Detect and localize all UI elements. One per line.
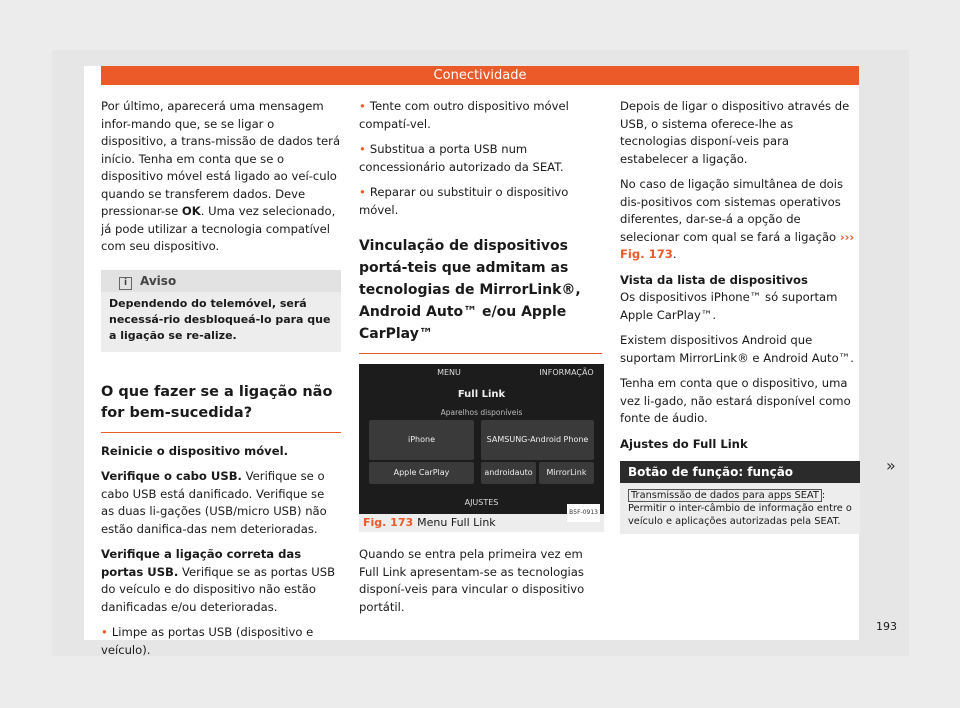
text: Verifique se o cabo USB está danificado. Verifique se as duas li-gações (USB/micro USB) não estão danifica-das nem deterioradas. [101, 469, 327, 536]
android-auto-button[interactable]: androidauto [481, 462, 536, 484]
step [101, 468, 341, 538]
ok-label: OK [181, 204, 201, 218]
paragraph: Existem dispositivos Android que suportam MirrorLink® e Android Auto™. [620, 333, 854, 365]
paragraph: Os dispositivos iPhone™ só suportam Apple CarPlay™. [620, 290, 838, 322]
bullet-item: • Limpe as portas USB (dispositivo e veículo). [101, 624, 341, 659]
iphone-button[interactable]: iPhone [369, 420, 474, 460]
info-tab: INFORMAÇÃO [539, 368, 594, 377]
text: Verifique se as portas USB do veículo e do dispositivo não estão danificadas e/ou deterioradas. [101, 564, 336, 614]
screen-title: Full Link [457, 389, 506, 400]
screen-subtitle: Aparelhos disponíveis [440, 408, 523, 417]
info-icon: i [119, 277, 132, 290]
section-header: Conectividade [101, 66, 859, 85]
figure [359, 364, 604, 532]
figure-reference: ››› Fig. 173 [620, 229, 855, 261]
paragraph: No caso de ligação simultânea de dois dis-positivos com sistemas operativos diferentes, dar-se-á a opção de selecionar com qual se fará a ligação ››› Fig. 173. [620, 177, 855, 261]
bullet-item: • Reparar ou substituir o dispositivo móvel. [359, 184, 602, 219]
function-button-label: Transmissão de dados para apps SEAT [628, 489, 822, 502]
text: . Uma vez selecionado, já pode utilizar a tecnologia compatível com seu dispositivo. [101, 204, 336, 253]
table-row [620, 483, 860, 534]
table-header: Botão de função: função [620, 461, 860, 483]
bullet-item: • Tente com outro dispositivo móvel compatí-vel. [359, 98, 602, 133]
figure-code: B5F-0913 [567, 504, 600, 522]
ajustes-tab[interactable]: AJUSTES [464, 498, 499, 507]
text: : Permitir o inter-câmbio de informação entre o veículo e aplicações autorizadas pela SEAT. [628, 490, 852, 527]
figure-number: Fig. 173 [363, 516, 414, 529]
note-body: Dependendo do telemóvel, será necessá-rio desbloqueá-lo para que a ligação se re-alize. [109, 296, 331, 342]
page-number: 193 [876, 620, 897, 633]
step [101, 546, 341, 616]
mirrorlink-button[interactable]: MirrorLink [539, 462, 594, 484]
text: No caso de ligação simultânea de dois dis-positivos com sistemas operativos diferentes, dar-se-á a opção de selecionar com qual se fará a ligação [620, 177, 844, 244]
subheading: Vista da lista de dispositivos [620, 272, 808, 287]
column-3 [620, 98, 860, 534]
subheading: Ajustes do Full Link [620, 436, 748, 451]
section-heading: Vinculação de dispositivos portá-teis que admitam as tecnologias de MirrorLink®, Android Auto™ e/ou Apple CarPlay™ [359, 235, 602, 354]
function-table [620, 461, 860, 534]
note-header [101, 270, 341, 292]
column-2 [359, 98, 602, 624]
caption-text: Menu Full Link [417, 516, 496, 529]
continue-marker: » [886, 456, 896, 475]
section-heading: O que fazer se a ligação não for bem-sucedida? [101, 382, 341, 433]
note-box [101, 270, 341, 352]
step-title: Verifique a ligação correta das portas USB. [101, 547, 302, 579]
step: Reinicie o dispositivo móvel. [101, 443, 288, 458]
paragraph [101, 98, 341, 256]
menu-tab: MENU [437, 368, 461, 377]
paragraph: Depois de ligar o dispositivo através de USB, o sistema oferece-lhe as tecnologias disponí-veis para estabelecer a ligação. [620, 99, 850, 166]
step-title: Verifique o cabo USB. [101, 469, 242, 483]
text: Por último, aparecerá uma mensagem infor-mando que, se se ligar o dispositivo, a trans-missão de dados terá início. Tenha em conta que se o dispositivo móvel está ligado ao veí-culo quando se transferem dados. Deve pressionar-se [101, 99, 341, 218]
full-link-screen [359, 364, 604, 514]
note-title: Aviso [140, 273, 177, 288]
paragraph: Tenha em conta que o dispositivo, uma vez li-gado, não estará disponível como fonte de áudio. [620, 376, 851, 425]
carplay-button[interactable]: Apple CarPlay [369, 462, 474, 484]
paragraph: Quando se entra pela primeira vez em Full Link apresentam-se as tecnologias disponí-veis para vincular o dispositivo portátil. [359, 547, 585, 614]
bullet-item: • Substitua a porta USB num concessionário autorizado da SEAT. [359, 141, 602, 176]
samsung-button[interactable]: SAMSUNG-Android Phone [481, 420, 594, 460]
column-1 [101, 98, 341, 667]
